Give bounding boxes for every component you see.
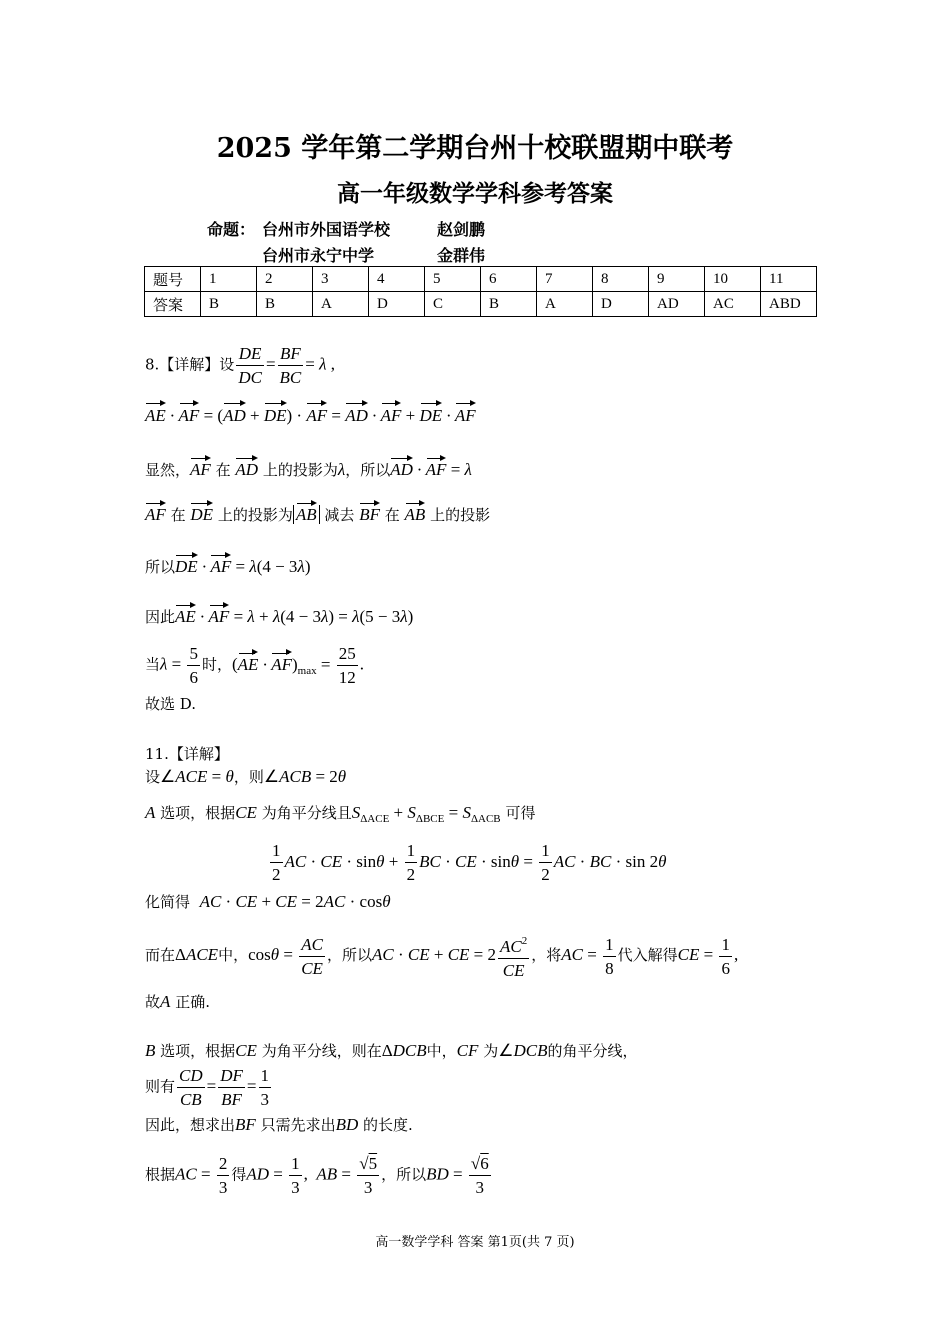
table-cell: 9 bbox=[649, 267, 705, 292]
table-cell: 5 bbox=[425, 267, 481, 292]
page-footer: 高一数学学科 答案 第1页(共 7 页) bbox=[375, 1235, 575, 1250]
author-school-2: 台州市永宁中学 bbox=[262, 246, 375, 265]
q11-line-5: 故A 正确. bbox=[145, 992, 210, 1011]
q8-line-1: 8.【详解】设 $\frac{DE}{DC}$ = $\frac{BF}{BC}$ = λ , bbox=[145, 344, 335, 387]
table-cell: 10 bbox=[705, 267, 761, 292]
table-cell: 6 bbox=[481, 267, 537, 292]
author-label: 命题： bbox=[207, 220, 256, 239]
q11-line-3: 化简得 AC · CE + CE = 2AC · cosθ bbox=[145, 892, 391, 911]
table-cell: 1 bbox=[201, 267, 257, 292]
table-cell: AD bbox=[649, 292, 705, 317]
table-cell: C bbox=[425, 292, 481, 317]
table-row-label: 题号 bbox=[145, 267, 201, 292]
table-cell: 11 bbox=[761, 267, 817, 292]
q8-line-2: AE · AF = (AD + DE) · AF = AD · AF + DE · AF bbox=[145, 398, 476, 426]
author-name-2: 金群伟 bbox=[437, 246, 486, 265]
q11-area-equation: $\frac{1}{2}$ AC · CE · sinθ + $\frac{1}{2}$ BC · CE · sinθ = $\frac{1}{2}$ AC · BC · sin 2θ bbox=[272, 841, 667, 884]
q11-line-9: 根据AC = $\frac{2}{3}$ 得AD = $\frac{1}{3}$ , AB = $\frac{√5}{3}$ ，所以BD = $\frac{√6}{3}$ bbox=[145, 1154, 489, 1197]
q11-line-7: 则有 $\frac{CD}{CB}$ = $\frac{DF}{BF}$ = $\frac{1}{3}$ bbox=[145, 1066, 269, 1109]
author-name-1: 赵剑鹏 bbox=[437, 220, 486, 239]
table-cell: D bbox=[369, 292, 425, 317]
q8-line-3: 显然，AF 在 AD 上的投影为λ，所以AD · AF = λ bbox=[145, 453, 472, 479]
author-school-1: 台州市外国语学校 bbox=[262, 220, 391, 239]
table-cell: B bbox=[201, 292, 257, 317]
q8-line-5: 所以DE · AF = λ(4 − 3λ) bbox=[145, 550, 310, 576]
q11-line-4: 而在ΔACE中，cosθ = $\frac{AC}{CE}$ ，所以AC · CE + CE = 2 $\frac{AC^2}{CE}$ ，将AC = $\frac{1}{8}$ 代入解得CE = $\frac{1}{6}$ , bbox=[145, 931, 738, 981]
page-subtitle: 高一年级数学学科参考答案 bbox=[337, 180, 613, 207]
table-cell: A bbox=[537, 292, 593, 317]
q11-line-8: 因此，想求出BF 只需先求出BD 的长度. bbox=[145, 1115, 413, 1134]
table-cell: ABD bbox=[761, 292, 817, 317]
table-cell: 8 bbox=[593, 267, 649, 292]
table-row-label: 答案 bbox=[145, 292, 201, 317]
q11-line-6: B 选项，根据CE 为角平分线，则在ΔDCB中，CF 为∠DCB的角平分线， bbox=[145, 1041, 638, 1060]
table-cell: 7 bbox=[537, 267, 593, 292]
q8-conclusion: 故选 D. bbox=[145, 695, 197, 713]
table-cell: B bbox=[257, 292, 313, 317]
page-title: 2025 学年第二学期台州十校联盟期中联考 bbox=[216, 133, 734, 164]
q11-head: 11.【详解】 bbox=[145, 745, 229, 763]
table-cell: B bbox=[481, 292, 537, 317]
table-cell: 3 bbox=[313, 267, 369, 292]
table-row bbox=[145, 292, 817, 317]
q8-line-4: AF 在 DE 上的投影为 AB 减去 BF 在 AB 上的投影 bbox=[145, 498, 490, 524]
table-row bbox=[145, 267, 817, 292]
table-cell: A bbox=[313, 292, 369, 317]
answer-table bbox=[144, 266, 817, 317]
table-cell: 4 bbox=[369, 267, 425, 292]
table-cell: 2 bbox=[257, 267, 313, 292]
q11-line-1: 设∠ACE = θ，则∠ACB = 2θ bbox=[145, 767, 347, 786]
table-cell: AC bbox=[705, 292, 761, 317]
q11-line-2: A 选项，根据CE 为角平分线且$S_{\Delta ACE} + S_{\Delta BCE} = S_{\Delta ACB}$ 可得 bbox=[145, 803, 536, 825]
q8-line-7: 当λ = $\frac{5}{6}$ 时，$(AE \cdot AF)_{max}$ = $\frac{25}{12}$ . bbox=[145, 644, 364, 687]
q8-line-6: 因此AE · AF = λ + λ(4 − 3λ) = λ(5 − 3λ) bbox=[145, 600, 413, 626]
table-cell: D bbox=[593, 292, 649, 317]
